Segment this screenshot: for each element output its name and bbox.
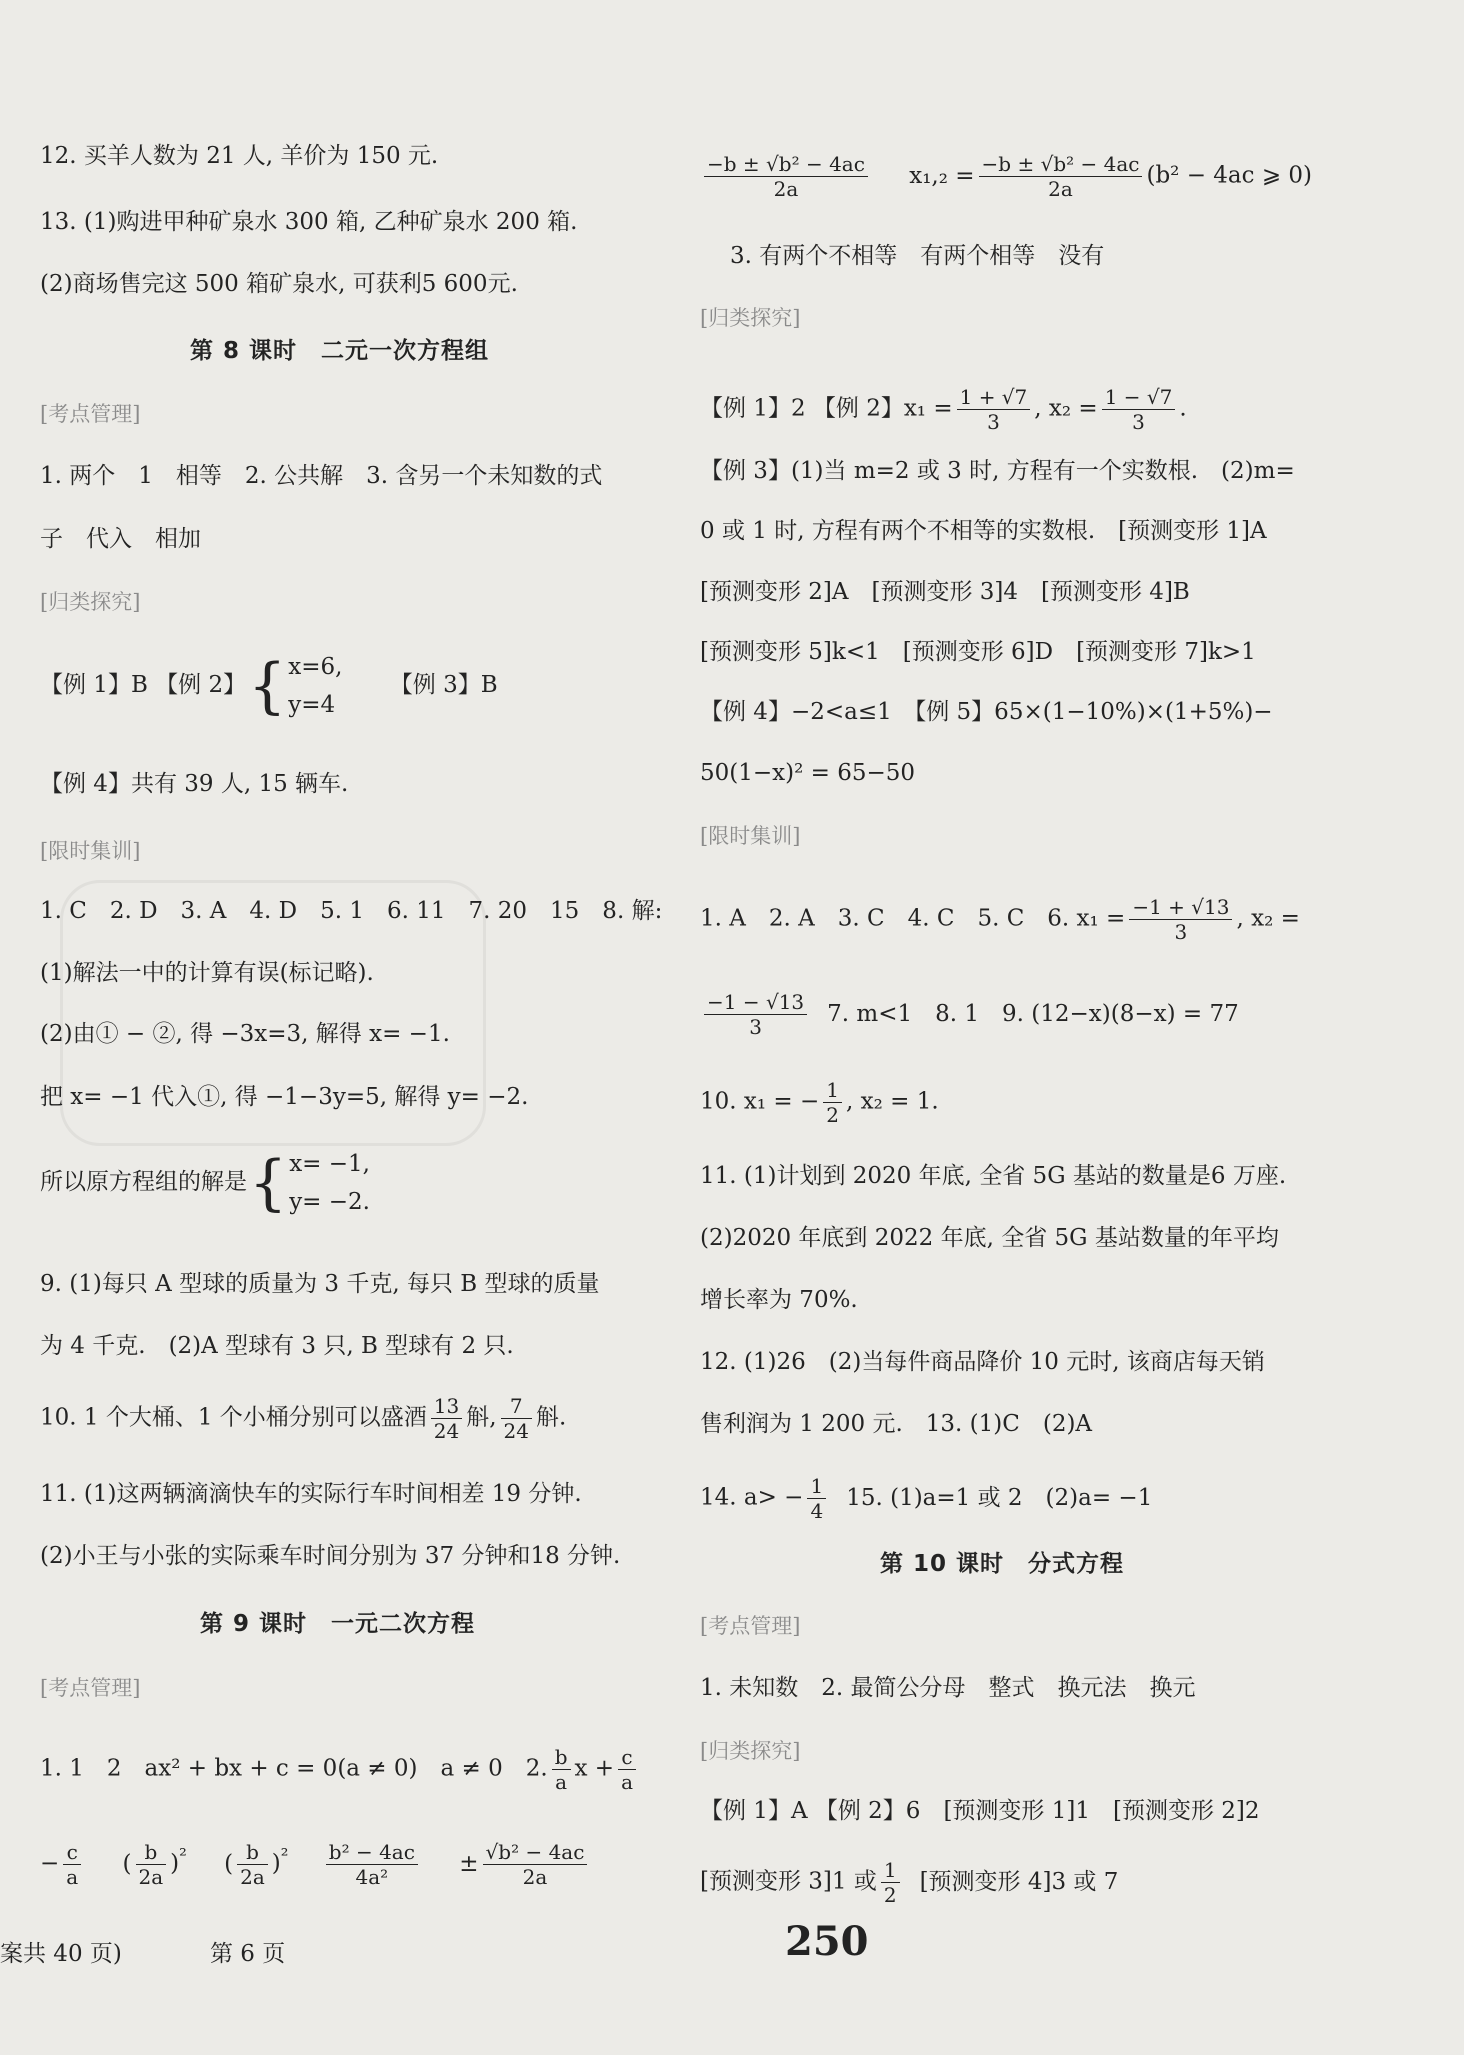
example-3-label: 【例 3】B bbox=[389, 672, 498, 698]
footer-total-pages: 案共 40 页) bbox=[0, 1941, 122, 1967]
kaodian-line-2: 子 代入 相加 bbox=[40, 526, 201, 552]
example9-line-1: 【例 1】2 【例 2】x₁ = $\frac{1 + √7}{3}$ , x₂ = $\frac{1 - √7}{3}$ . bbox=[700, 385, 1187, 434]
brace-icon: { bbox=[249, 1148, 288, 1218]
answer-11-1: 11. (1)这两辆滴滴快车的实际行车时间相差 19 分钟. bbox=[40, 1481, 582, 1507]
example9-line-4: [预测变形 2]A [预测变形 3]4 [预测变形 4]B bbox=[700, 579, 1190, 605]
system-y: y=4 bbox=[288, 692, 336, 718]
example10-line-1: 【例 1】A 【例 2】6 [预测变形 1]1 [预测变形 2]2 bbox=[700, 1798, 1260, 1824]
solution-line bbox=[40, 1145, 370, 1221]
fraction: $\frac{\text{b² − 4ac}}{\text{4a²}}$ bbox=[326, 1840, 418, 1889]
fraction: $\frac{1}{4}$ bbox=[807, 1474, 826, 1523]
example10-line-2: [预测变形 3]1 或 $\frac{1}{2}$ [预测变形 4]3 或 7 bbox=[700, 1858, 1119, 1907]
answer-12: 12. 买羊人数为 21 人, 羊价为 150 元. bbox=[40, 143, 439, 169]
fraction: $\frac{b}{a}$ bbox=[552, 1745, 571, 1794]
answer9-12-1: 12. (1)26 (2)当每件商品降价 10 元时, 该商店每天销 bbox=[700, 1349, 1265, 1375]
example9-line-6: 【例 4】−2<a≤1 【例 5】65×(1−10%)×(1+5%)− bbox=[700, 699, 1273, 725]
answer-13-1: 13. (1)购进甲种矿泉水 300 箱, 乙种矿泉水 200 箱. bbox=[40, 209, 578, 235]
brace-icon: { bbox=[248, 651, 287, 721]
fraction: $\frac{13}{24}$ bbox=[431, 1394, 462, 1443]
tag-guilei-3: [归类探究] bbox=[700, 1739, 801, 1763]
fraction: $\frac{\text{−b ± √b² − 4ac}}{2a}$ bbox=[704, 152, 868, 201]
tag-xianshi: [限时集训] bbox=[40, 839, 141, 863]
footer-page: 第 6 页 bbox=[210, 1941, 286, 1967]
fraction: $\frac{1 + √7}{3}$ bbox=[957, 385, 1031, 434]
example-1-2-label: 【例 1】B 【例 2】 bbox=[40, 672, 247, 698]
fraction: $\frac{7}{24}$ bbox=[501, 1394, 532, 1443]
answer9-11-1: 11. (1)计划到 2020 年底, 全省 5G 基站的数量是6 万座. bbox=[700, 1163, 1287, 1189]
section-title-10: 第 10 课时 分式方程 bbox=[880, 1551, 1125, 1577]
tag-kaodian-3: [考点管理] bbox=[700, 1614, 801, 1638]
kaodian9-line-2: − $\frac{c}{a}$ ( $\frac{b}{2a}$ )$^{^2}$ ( $\frac{b}{2a}$ )$^{^2}$ $\frac{\text{b² − 4ac}}{\text{4a²}}$ ± $\frac{\text{√b² − 4ac}}{2a}$ bbox=[40, 1840, 591, 1889]
tag-kaodian: [考点管理] bbox=[40, 402, 141, 426]
tag-kaodian-2: [考点管理] bbox=[40, 1676, 141, 1700]
answer-9-2: 为 4 千克. (2)A 型球有 3 只, B 型球有 2 只. bbox=[40, 1333, 514, 1359]
solution-x: x= −1, bbox=[289, 1151, 370, 1177]
fraction: $\frac{-1 - √13}{3}$ bbox=[704, 990, 807, 1039]
answer9-11-3: 增长率为 70%. bbox=[700, 1287, 858, 1313]
xianshi9-line-2: $\frac{-1 - √13}{3}$ 7. m<1 8. 1 9. (12−x)(8−x) = 77 bbox=[700, 990, 1239, 1039]
kaodian-line-1: 1. 两个 1 相等 2. 公共解 3. 含另一个未知数的式 bbox=[40, 463, 603, 489]
section-title-9: 第 9 课时 一元二次方程 bbox=[200, 1611, 476, 1637]
xianshi9-line-3: 10. x₁ = − $\frac{1}{2}$ , x₂ = 1. bbox=[700, 1078, 939, 1127]
example9-line-7: 50(1−x)² = 65−50 bbox=[700, 760, 916, 786]
right-column bbox=[700, 0, 1340, 1907]
fraction: $\frac{1 - √7}{3}$ bbox=[1102, 385, 1176, 434]
root-formula: $\frac{\text{−b ± √b² − 4ac}}{2a}$ x₁,₂ = $\frac{\text{−b ± √b² − 4ac}}{2a}$ (b² − 4ac ⩾ 0) bbox=[700, 152, 1312, 201]
system-x: x=6, bbox=[288, 654, 343, 680]
section-title-8: 第 8 课时 二元一次方程组 bbox=[190, 338, 490, 364]
answer-10-text: 10. 1 个大桶、1 个小桶分别可以盛酒 bbox=[40, 1404, 427, 1431]
fraction: $\frac{-1 + √13}{3}$ bbox=[1129, 895, 1232, 944]
fraction: $\frac{\text{√b² − 4ac}}{2a}$ bbox=[483, 1840, 588, 1889]
example9-line-5: [预测变形 5]k<1 [预测变形 6]D [预测变形 7]k>1 bbox=[700, 639, 1256, 665]
tag-guilei: [归类探究] bbox=[40, 590, 141, 614]
example-4: 【例 4】共有 39 人, 15 辆车. bbox=[40, 771, 349, 797]
solution-system bbox=[289, 1145, 370, 1221]
tag-guilei-2: [归类探究] bbox=[700, 306, 801, 330]
answer-10: 10. 1 个大桶、1 个小桶分别可以盛酒 $\frac{13}{24}$ 斛, $\frac{7}{24}$ 斛. bbox=[40, 1394, 567, 1443]
left-column bbox=[40, 0, 680, 1900]
example-line-1 bbox=[40, 648, 498, 724]
fraction: $\frac{\text{−b ± √b² − 4ac}}{2a}$ bbox=[979, 152, 1143, 201]
example9-line-3: 0 或 1 时, 方程有两个不相等的实数根. [预测变形 1]A bbox=[700, 518, 1267, 544]
answer9-11-2: (2)2020 年底到 2022 年底, 全省 5G 基站数量的年平均 bbox=[700, 1225, 1279, 1251]
tag-xianshi-2: [限时集训] bbox=[700, 824, 801, 848]
fraction: $\frac{1}{2}$ bbox=[881, 1858, 900, 1907]
solution-y: y= −2. bbox=[289, 1189, 370, 1215]
example9-line-2: 【例 3】(1)当 m=2 或 3 时, 方程有一个实数根. (2)m= bbox=[700, 458, 1295, 484]
answer9-12-2: 售利润为 1 200 元. 13. (1)C (2)A bbox=[700, 1411, 1093, 1437]
xianshi9-line-1: 1. A 2. A 3. C 4. C 5. C 6. x₁ = $\frac{-1 + √13}{3}$ , x₂ = bbox=[700, 895, 1300, 944]
answer-9-1: 9. (1)每只 A 型球的质量为 3 千克, 每只 B 型球的质量 bbox=[40, 1271, 600, 1297]
fraction: $\frac{c}{a}$ bbox=[63, 1840, 81, 1889]
fraction: $\frac{b}{2a}$ bbox=[237, 1840, 268, 1889]
kaodian10-line-1: 1. 未知数 2. 最简公分母 整式 换元法 换元 bbox=[700, 1675, 1196, 1701]
answer-11-2: (2)小王与小张的实际乘车时间分别为 37 分钟和18 分钟. bbox=[40, 1543, 621, 1569]
answer9-14-15: 14. a> − $\frac{1}{4}$ 15. (1)a=1 或 2 (2)a= −1 bbox=[700, 1474, 1153, 1523]
xianshi-line-4: 把 x= −1 代入①, 得 −1−3y=5, 解得 y= −2. bbox=[40, 1084, 529, 1110]
equation-system bbox=[288, 648, 342, 724]
kaodian9-line-3: 3. 有两个不相等 有两个相等 没有 bbox=[730, 243, 1105, 269]
page-number: 250 bbox=[785, 1918, 869, 1965]
xianshi-line-2: (1)解法一中的计算有误(标记略). bbox=[40, 960, 374, 986]
answer-13-2: (2)商场售完这 500 箱矿泉水, 可获利5 600元. bbox=[40, 271, 518, 297]
fraction: $\frac{b}{2a}$ bbox=[136, 1840, 167, 1889]
fraction: $\frac{c}{a}$ bbox=[618, 1745, 636, 1794]
xianshi-line-3: (2)由① − ②, 得 −3x=3, 解得 x= −1. bbox=[40, 1021, 450, 1047]
fraction: $\frac{1}{2}$ bbox=[823, 1078, 842, 1127]
solution-label: 所以原方程组的解是 bbox=[40, 1169, 247, 1195]
xianshi-line-1: 1. C 2. D 3. A 4. D 5. 1 6. 11 7. 20 15 8. 解: bbox=[40, 898, 663, 924]
kaodian9-line-1: 1. 1 2 ax² + bx + c = 0(a ≠ 0) a ≠ 0 2. $\frac{b}{a}$ x + $\frac{c}{a}$ bbox=[40, 1745, 640, 1794]
